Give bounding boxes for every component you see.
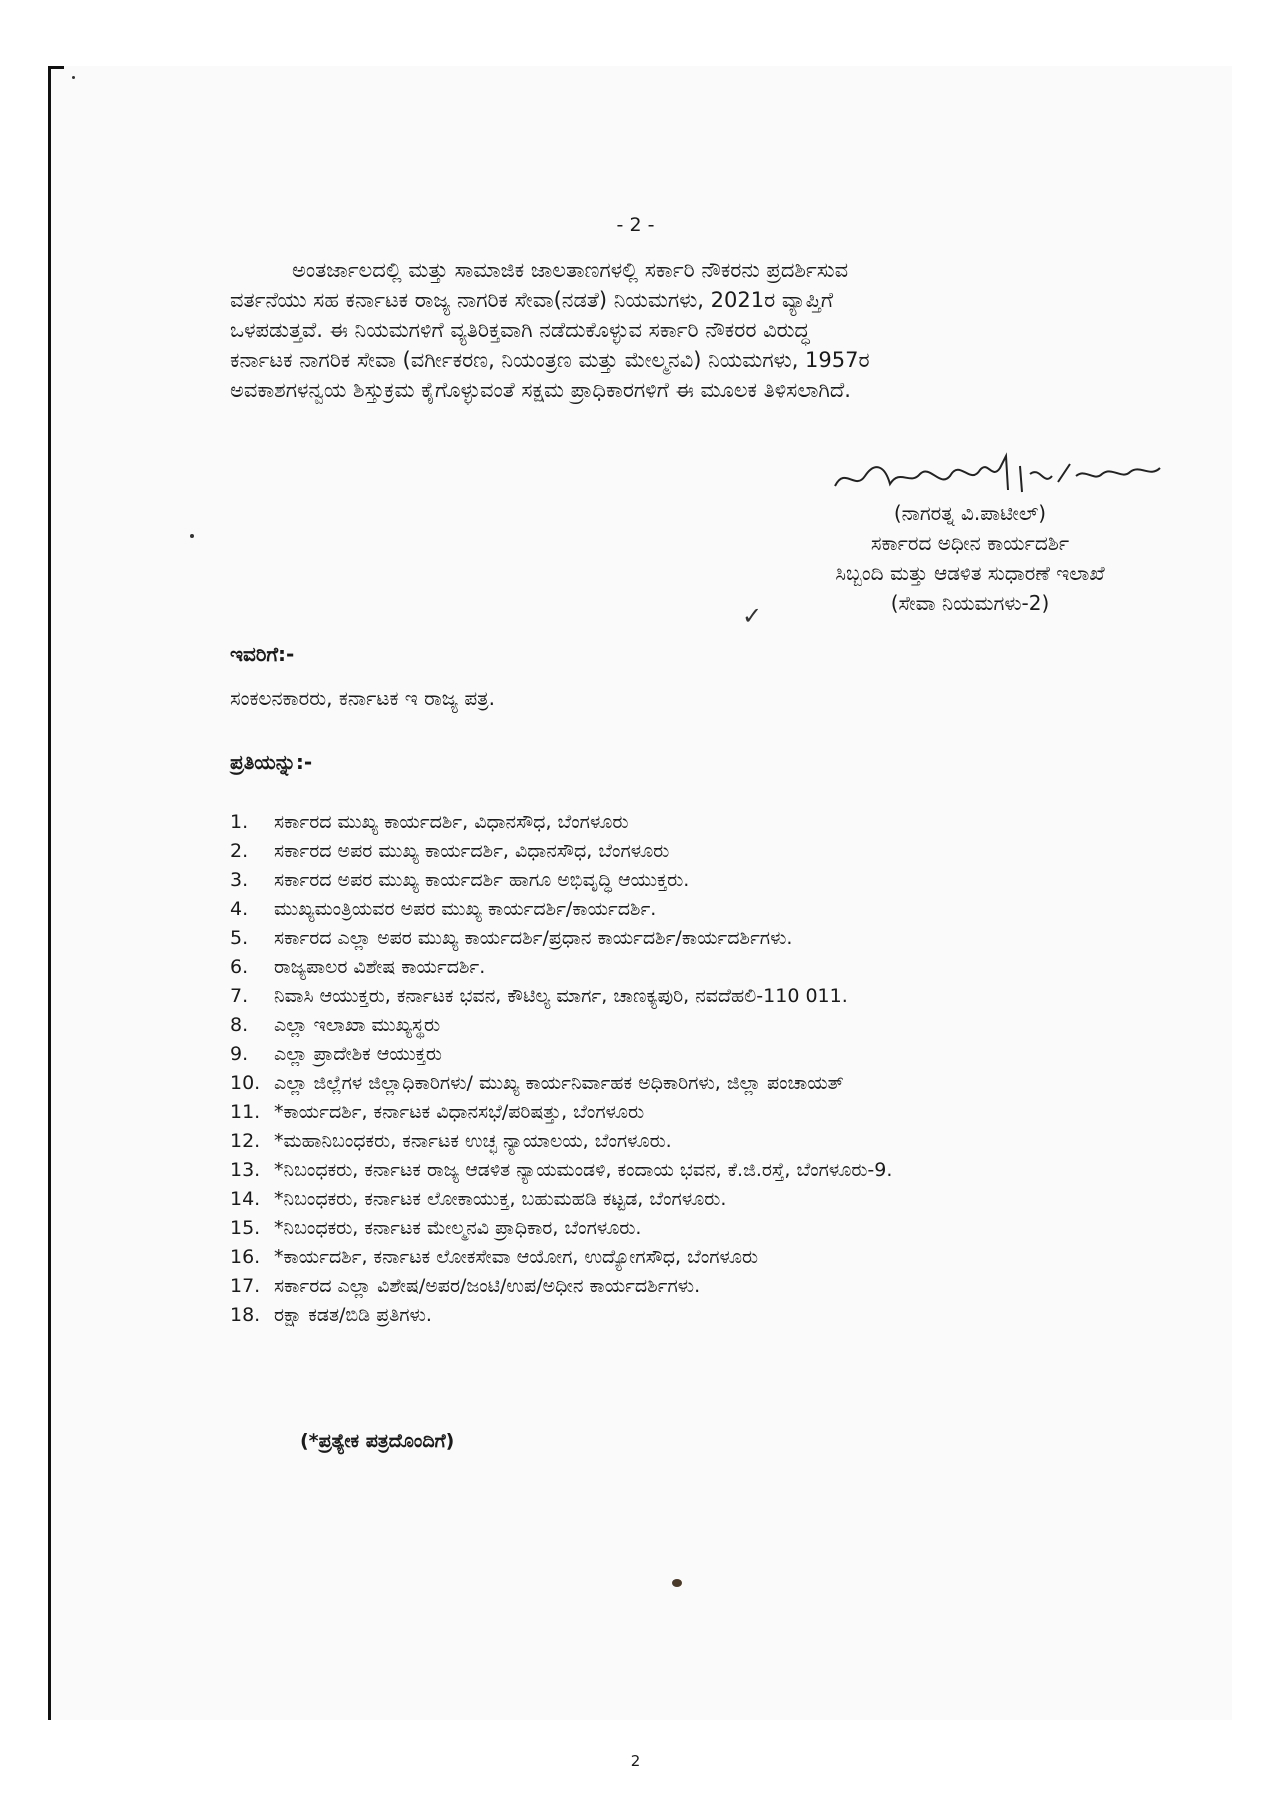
list-item <box>230 837 1210 866</box>
item-text: ಸರ್ಕಾರದ ಅಪರ ಮುಖ್ಯ ಕಾರ್ಯದರ್ಶಿ ಹಾಗೂ ಅಭಿವೃದ್ಧಿ ಆಯುಕ್ತರು. <box>274 869 690 891</box>
signatory-section: (ಸೇವಾ ನಿಯಮಗಳು-2) <box>890 591 1050 615</box>
item-number: 4. <box>230 898 249 920</box>
list-item <box>230 982 1210 1011</box>
item-number: 14. <box>230 1188 261 1210</box>
item-number: 1. <box>230 811 249 833</box>
item-text: *ನಿಬಂಧಕರು, ಕರ್ನಾಟಕ ಮೇಲ್ಮನವಿ ಪ್ರಾಧಿಕಾರ, ಬೆಂಗಳೂರು. <box>274 1217 642 1239</box>
separate-letter-note: (*ಪ್ರತ್ಯೇಕ ಪತ್ರದೊಂದಿಗೆ) <box>300 1430 455 1452</box>
list-item <box>230 1243 1210 1272</box>
paragraph-line: ಅವಕಾಶಗಳನ್ವಯ ಶಿಸ್ತುಕ್ರಮ ಕೈಗೊಳ್ಳುವಂತೆ ಸಕ್ಷಮ ಪ್ರಾಧಿಕಾರಗಳಿಗೆ ಈ ಮೂಲಕ ತಿಳಿಸಲಾಗಿದೆ. <box>230 378 851 402</box>
footer-page-number: 2 <box>630 1752 641 1770</box>
item-text: *ನಿಬಂಧಕರು, ಕರ್ನಾಟಕ ಲೋಕಾಯುಕ್ತ, ಬಹುಮಹಡಿ ಕಟ್ಟಡ, ಬೆಂಗಳೂರು. <box>274 1188 727 1210</box>
item-number: 2. <box>230 840 249 862</box>
item-number: 10. <box>230 1072 261 1094</box>
item-number: 15. <box>230 1217 261 1239</box>
list-item <box>230 1301 1210 1330</box>
item-number: 3. <box>230 869 249 891</box>
item-text: *ಕಾರ್ಯದರ್ಶಿ, ಕರ್ನಾಟಕ ವಿಧಾನಸಭೆ/ಪರಿಷತ್ತು, ಬೆಂಗಳೂರು <box>274 1101 645 1123</box>
list-item <box>230 1040 1210 1069</box>
list-item <box>230 953 1210 982</box>
signatory-name: (ನಾಗರತ್ನ ವಿ.ಪಾಟೀಲ್) <box>893 501 1047 525</box>
paragraph-line: ಕರ್ನಾಟಕ ನಾಗರಿಕ ಸೇವಾ (ವರ್ಗೀಕರಣ, ನಿಯಂತ್ರಣ ಮತ್ತು ಮೇಲ್ಮನವಿ) ನಿಯಮಗಳು, 1957ರ <box>230 348 870 372</box>
body-paragraph <box>230 255 1190 405</box>
item-text: ಎಲ್ಲಾ ಇಲಾಖಾ ಮುಖ್ಯಸ್ಥರು <box>274 1014 441 1036</box>
item-number: 16. <box>230 1246 261 1268</box>
item-text: ಎಲ್ಲಾ ಜಿಲ್ಲೆಗಳ ಜಿಲ್ಲಾಧಿಕಾರಿಗಳು/ ಮುಖ್ಯ ಕಾರ್ಯನಿರ್ವಾಹಕ ಅಧಿಕಾರಿಗಳು, ಜಿಲ್ಲಾ ಪಂಚಾಯತ್ <box>274 1072 844 1094</box>
list-item <box>230 1214 1210 1243</box>
copy-to-list <box>230 808 1210 1330</box>
item-number: 5. <box>230 927 249 949</box>
item-number: 7. <box>230 985 249 1007</box>
item-number: 12. <box>230 1130 261 1152</box>
item-number: 8. <box>230 1014 249 1036</box>
signatory-designation: ಸರ್ಕಾರದ ಅಧೀನ ಕಾರ್ಯದರ್ಶಿ <box>870 531 1070 555</box>
item-text: ಸರ್ಕಾರದ ಎಲ್ಲಾ ಅಪರ ಮುಖ್ಯ ಕಾರ್ಯದರ್ಶಿ/ಪ್ರಧಾನ ಕಾರ್ಯದರ್ಶಿ/ಕಾರ್ಯದರ್ಶಿಗಳು. <box>274 927 793 949</box>
paragraph-line: ಒಳಪಡುತ್ತವೆ. ಈ ನಿಯಮಗಳಿಗೆ ವ್ಯತಿರಿಕ್ತವಾಗಿ ನಡೆದುಕೊಳ್ಳುವ ಸರ್ಕಾರಿ ನೌಕರರ ವಿರುದ್ಧ <box>230 318 810 342</box>
item-number: 11. <box>230 1101 261 1123</box>
signature-block <box>730 498 1210 618</box>
scan-border-left <box>48 66 51 1720</box>
list-item <box>230 1011 1210 1040</box>
item-text: ಸರ್ಕಾರದ ಅಪರ ಮುಖ್ಯ ಕಾರ್ಯದರ್ಶಿ, ವಿಧಾನಸೌಧ, ಬೆಂಗಳೂರು <box>274 840 670 862</box>
list-item <box>230 895 1210 924</box>
list-item <box>230 1127 1210 1156</box>
item-text: ಎಲ್ಲಾ ಪ್ರಾದೇಶಿಕ ಆಯುಕ್ತರು <box>274 1043 442 1065</box>
to-recipient: ಸಂಕಲನಕಾರರು, ಕರ್ನಾಟಕ ಇ ರಾಜ್ಯ ಪತ್ರ. <box>230 686 495 710</box>
item-text: ಸರ್ಕಾರದ ಎಲ್ಲಾ ವಿಶೇಷ/ಅಪರ/ಜಂಟಿ/ಉಪ/ಅಧೀನ ಕಾರ್ಯದರ್ಶಿಗಳು. <box>274 1275 701 1297</box>
paragraph-line: ವರ್ತನೆಯು ಸಹ ಕರ್ನಾಟಕ ರಾಜ್ಯ ನಾಗರಿಕ ಸೇವಾ(ನಡತೆ) ನಿಯಮಗಳು, 2021ರ ವ್ಯಾಪ್ತಿಗೆ <box>230 288 834 312</box>
item-text: *ಮಹಾನಿಬಂಧಕರು, ಕರ್ನಾಟಕ ಉಚ್ಛ ನ್ಯಾಯಾಲಯ, ಬೆಂಗಳೂರು. <box>274 1130 672 1152</box>
copy-to-label: ಪ್ರತಿಯನ್ನು:- <box>230 750 313 774</box>
list-item <box>230 808 1210 837</box>
signatory-department: ಸಿಬ್ಬಂದಿ ಮತ್ತು ಆಡಳಿತ ಸುಧಾರಣೆ ಇಲಾಖೆ <box>835 561 1105 585</box>
handwritten-signature <box>830 446 1170 502</box>
list-item <box>230 866 1210 895</box>
list-item <box>230 1272 1210 1301</box>
tick-mark-icon: ✓ <box>742 602 763 630</box>
scan-speck <box>72 76 75 79</box>
list-item <box>230 1098 1210 1127</box>
item-text: ರಕ್ಷಾ ಕಡತ/ಬಿಡಿ ಪ್ರತಿಗಳು. <box>274 1304 432 1326</box>
item-number: 17. <box>230 1275 261 1297</box>
to-label: ಇವರಿಗೆ:- <box>230 642 295 666</box>
item-text: *ಕಾರ್ಯದರ್ಶಿ, ಕರ್ನಾಟಕ ಲೋಕಸೇವಾ ಆಯೋಗ, ಉದ್ಯೋಗಸೌಧ, ಬೆಂಗಳೂರು <box>274 1246 759 1268</box>
scan-speck <box>190 534 194 538</box>
paragraph-line: ಅಂತರ್ಜಾಲದಲ್ಲಿ ಮತ್ತು ಸಾಮಾಜಿಕ ಜಾಲತಾಣಗಳಲ್ಲಿ ಸರ್ಕಾರಿ ನೌಕರನು ಪ್ರದರ್ಶಿಸುವ <box>292 258 849 282</box>
item-text: ಮುಖ್ಯಮಂತ್ರಿಯವರ ಅಪರ ಮುಖ್ಯ ಕಾರ್ಯದರ್ಶಿ/ಕಾರ್ಯದರ್ಶಿ. <box>274 898 657 920</box>
item-text: ಸರ್ಕಾರದ ಮುಖ್ಯ ಕಾರ್ಯದರ್ಶಿ, ವಿಧಾನಸೌಧ, ಬೆಂಗಳೂರು <box>274 811 629 833</box>
item-number: 13. <box>230 1159 261 1181</box>
scan-border-top <box>48 66 64 69</box>
list-item <box>230 924 1210 953</box>
item-text: ರಾಜ್ಯಪಾಲರ ವಿಶೇಷ ಕಾರ್ಯದರ್ಶಿ. <box>274 956 486 978</box>
list-item <box>230 1069 1210 1098</box>
item-number: 18. <box>230 1304 261 1326</box>
item-text: *ನಿಬಂಧಕರು, ಕರ್ನಾಟಕ ರಾಜ್ಯ ಆಡಳಿತ ನ್ಯಾಯಮಂಡಳಿ, ಕಂದಾಯ ಭವನ, ಕೆ.ಜಿ.ರಸ್ತೆ, ಬೆಂಗಳೂರು-9. <box>274 1159 893 1181</box>
list-item <box>230 1156 1210 1185</box>
item-text: ನಿವಾಸಿ ಆಯುಕ್ತರು, ಕರ್ನಾಟಕ ಭವನ, ಕೌಟಿಲ್ಯ ಮಾರ್ಗ, ಚಾಣಕ್ಯಪುರಿ, ನವದೆಹಲಿ-110 011. <box>274 985 848 1007</box>
item-number: 9. <box>230 1043 249 1065</box>
list-item <box>230 1185 1210 1214</box>
item-number: 6. <box>230 956 249 978</box>
scan-speck <box>672 1579 682 1587</box>
page-number-header: - 2 - <box>616 214 655 236</box>
